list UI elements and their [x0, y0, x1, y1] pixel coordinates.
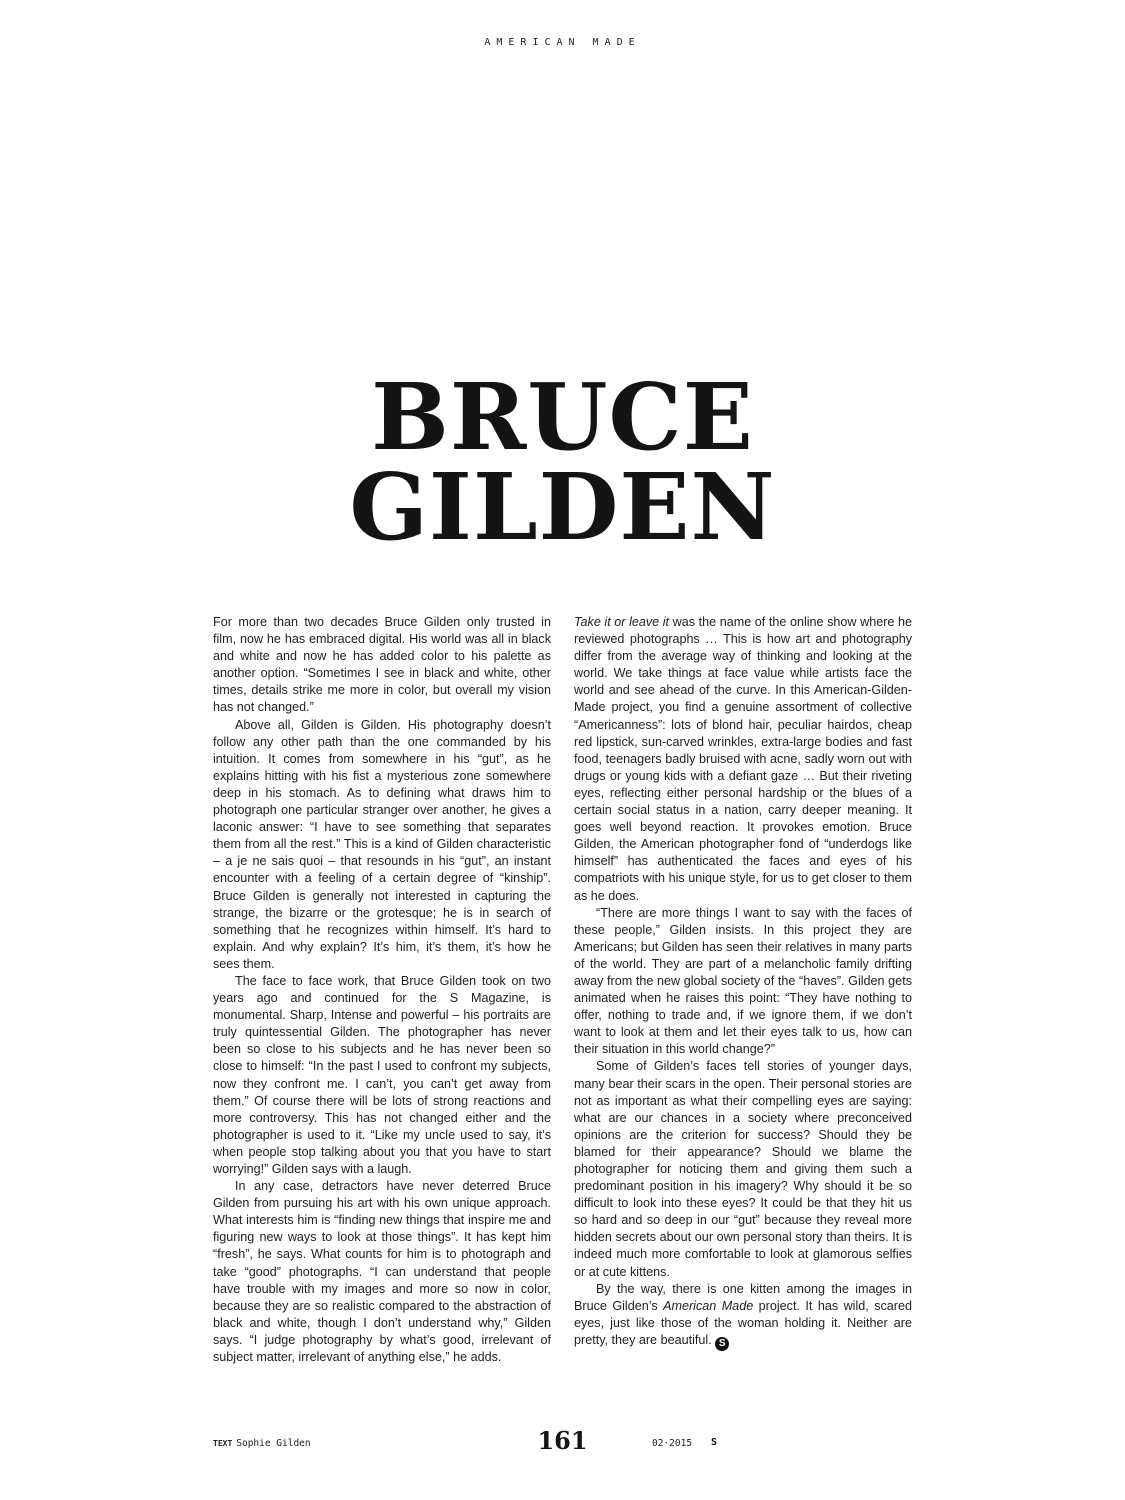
issue-date: 02·2015 [652, 1438, 693, 1449]
right-column [574, 614, 912, 1351]
paragraph: The face to face work, that Bruce Gilden took on two years ago and continued for the S Magazine, is monumental. Sharp, Intense and powerful – his portraits are truly quintessential Gilden. The photographer has never been so close to his subjects and he has never been so close to himself: “In the past I used to confront my subjects, now they confront me. I can’t, you can’t get away from them.” Of course there will be lots of strong reactions and more controversy. This has not changed either and the photographer is used to it. “Like my uncle used to say, it’s when people stop talking about you that you have to start worrying!” Gilden says with a laugh. [213, 973, 551, 1176]
end-mark-icon: S [715, 1337, 729, 1351]
paragraph-text: was the name of the online show where he reviewed photographs … This is how art and photography differ from the average way of thinking and looking at the world. We take things at face value while artists face the world and see ahead of the curve. In this American-Gilden-Made project, you find a genuine assortment of collective “Americanness”: lots of blond hair, peculiar hairdos, cheap red lipstick, sun-carved wrinkles, extra-large bodies and fast food, teenagers badly bruised with acne, sadly worn out with drugs or young kids with a defiant gaze … But their riveting eyes, reflecting either personal hardship or the blues of a certain social status in a nation, carry deeper meaning. It goes well beyond reaction. It provokes emotion. Bruce Gilden, the American photographer fond of “underdogs like himself” has authenticated the faces and eyes of his compatriots with his unique style, for us to get closer to them as he does. [574, 615, 912, 903]
credit-label: TEXT [213, 1439, 233, 1448]
credit-name: Sophie Gilden [236, 1438, 311, 1449]
article-title [0, 363, 1125, 561]
page-footer [0, 1426, 1125, 1462]
paragraph: Above all, Gilden is Gilden. His photography doesn’t follow any other path than the one commanded by his intuition. It comes from somewhere in his “gut”, as he explains hitting with his fist a mysterious zone somewhere deep in his stomach. As to defining what draws him to photograph one particular stranger over another, he gives a laconic answer: “I have to see something that separates them from all the rest.” This is a kind of Gilden characteristic – a je ne sais quoi – that resounds in his “gut”, an instant encounter with a feeling of a certain degree of “kinship”. Bruce Gilden is generally not interested in capturing the strange, the bizarre or the grotesque; he is in search of something that he recognizes within himself. It’s hard to explain. And why explain? It’s him, it’s them, it’s how he sees them. [213, 717, 551, 971]
paragraph: For more than two decades Bruce Gilden only trusted in film, now he has embraced digital. His world was all in black and white and now he has added color to his palette as another option. “Sometimes I see in black and white, other times, details strike me more in color, but overall my vision has not changed.” [213, 615, 551, 715]
paragraph: In any case, detractors have never deterred Bruce Gilden from pursuing his art with his own unique approach. What interests him is “finding new things that inspire me and figuring new ways to look at those things”. It has kept him “fresh”, he says. What counts for him is to photograph and take “good” photographs. “I can understand that people have trouble with my images and more so now in color, because they are so realistic compared to the abstraction of black and white, though I don’t understand why,” Gilden says. “I judge photography by what’s good, irrelevant of subject matter, irrelevant of anything else,” he adds. [213, 1179, 551, 1365]
title-line-1: BRUCE [371, 363, 754, 471]
left-column [213, 614, 551, 1366]
running-head: AMERICAN MADE [484, 37, 641, 48]
page-number: 161 [537, 1426, 588, 1455]
show-title: Take it or leave it [574, 615, 670, 629]
paragraph: “There are more things I want to say with the faces of these people,” Gilden insists. In this project they are Americans; but Gilden has seen their relatives in many parts of the world. They are part of a melancholic family drifting away from the new global society of the “haves”. Gilden gets animated when he raises this point: “They have nothing to offer, nothing to trade and, if we ignore them, if we don’t want to look at them and let their eyes talk to us, how can their situation in this world change?” [574, 905, 912, 1057]
paragraph-text: By the way, there is one kitten among the images in Bruce Gilden’s [574, 1281, 912, 1313]
project-title: American Made [663, 1298, 754, 1313]
magazine-logo: S [711, 1437, 718, 1448]
paragraph [574, 614, 912, 905]
title-line-2: GILDEN [349, 453, 776, 561]
paragraph-text: project. It has wild, scared eyes, just like those of the woman holding it. Neither are pretty, they are beautiful. [574, 1298, 912, 1347]
paragraph: Some of Gilden’s faces tell stories of younger days, many bear their scars in the open. Their personal stories are not as important as what their compelling eyes are saying: what are our chances in a society where preconceived opinions are the criterion for success? Should they be blamed for their appearance? Should we blame the photographer for noticing them and giving them such a predominant position in his imagery? Why should it be so difficult to look into these eyes? It could be that they hit us so hard and so deep in our “gut” because they reveal more hidden secrets about our own personal story than theirs. It is indeed much more comfortable to look at glamorous selfies or at cute kittens. [574, 1059, 912, 1279]
paragraph [574, 1281, 912, 1351]
